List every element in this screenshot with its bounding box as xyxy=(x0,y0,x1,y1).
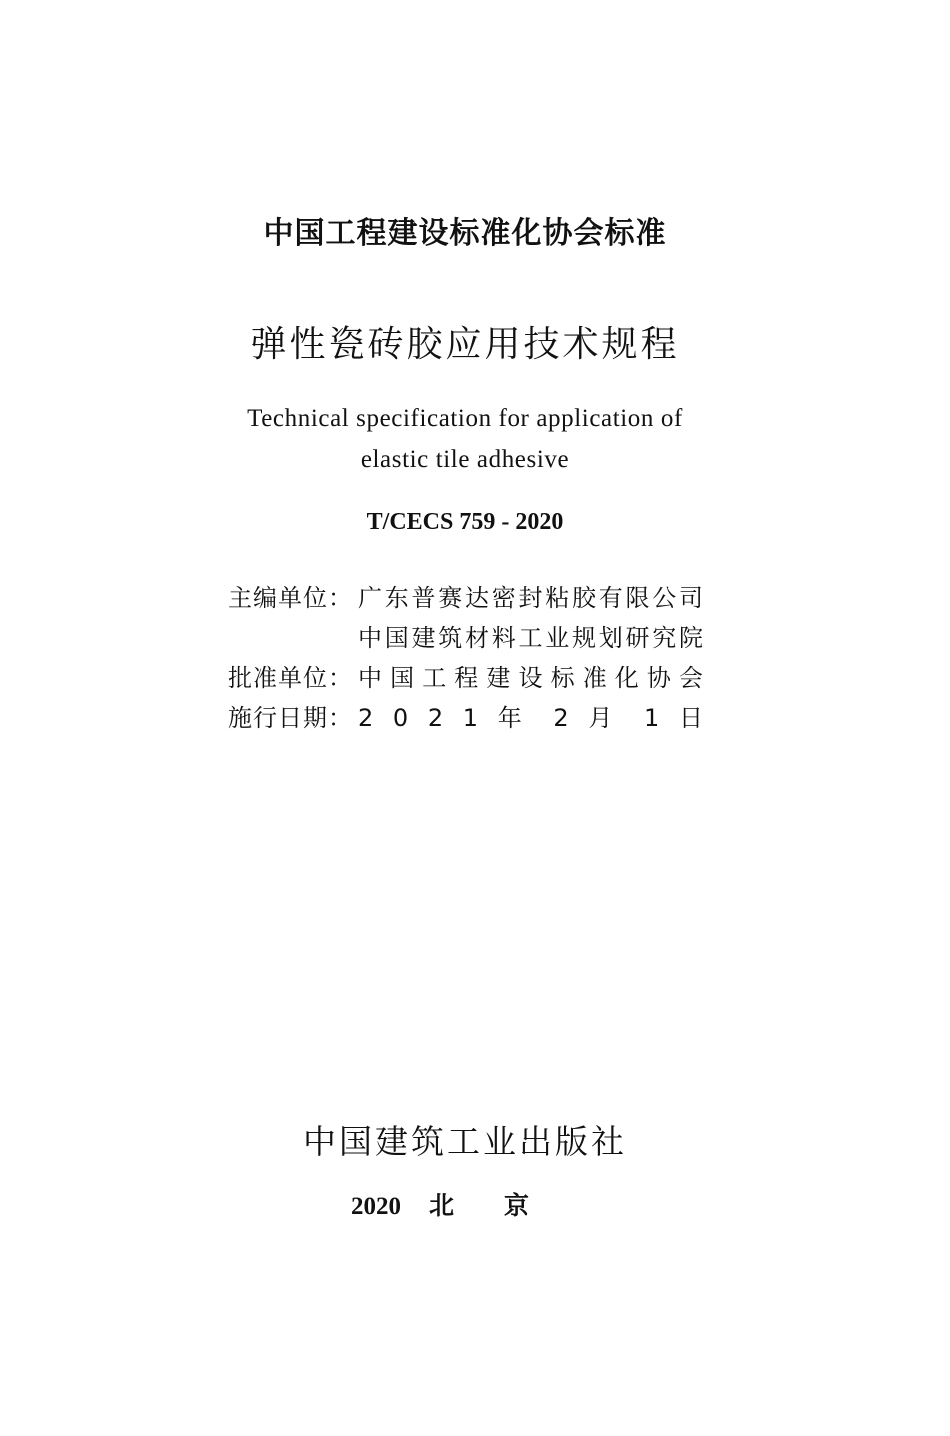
approval-label: 批准单位： xyxy=(228,664,353,692)
standard-series: 中国工程建设标准化协会标准 xyxy=(263,216,667,251)
title-english-line-1: Technical specification for application of xyxy=(247,405,683,432)
imprint-city: 北京 xyxy=(428,1191,579,1220)
effective-date-label: 施行日期： xyxy=(228,704,353,732)
publisher-name: 中国建筑工业出版社 xyxy=(303,1122,627,1161)
approval-value: 中国工程建设标准化协会 xyxy=(358,664,703,692)
document-title-english xyxy=(0,398,930,480)
chief-editor-label: 主编单位： xyxy=(228,584,353,612)
title-english-line-2: elastic tile adhesive xyxy=(360,446,570,473)
document-title-chinese: 弹性瓷砖胶应用技术规程 xyxy=(250,324,680,365)
imprint xyxy=(0,1186,930,1222)
standard-code: T/CECS 759 - 2020 xyxy=(366,509,564,535)
effective-date-value: 2 0 2 1 年 2 月 1 日 xyxy=(358,704,703,732)
chief-editor-value-2: 中国建筑材料工业规划研究院 xyxy=(358,624,703,652)
chief-editor-value-1: 广东普赛达密封粘胶有限公司 xyxy=(358,584,703,612)
imprint-year: 2020 xyxy=(350,1193,401,1220)
